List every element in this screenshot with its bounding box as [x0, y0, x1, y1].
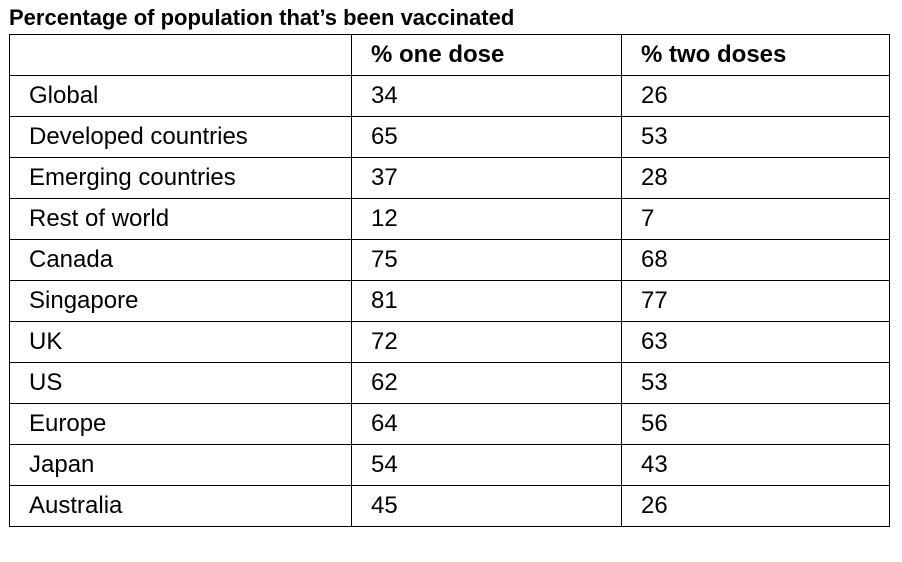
table-row	[10, 486, 890, 527]
region-cell: Canada	[10, 240, 352, 281]
table-row	[10, 158, 890, 199]
two-doses-cell: 56	[622, 404, 890, 445]
region-cell: Developed countries	[10, 117, 352, 158]
region-cell: Europe	[10, 404, 352, 445]
two-doses-cell: 43	[622, 445, 890, 486]
header-two-doses: % two doses	[622, 35, 890, 76]
vaccination-table	[9, 34, 890, 527]
two-doses-cell: 53	[622, 117, 890, 158]
region-cell: US	[10, 363, 352, 404]
region-cell: Australia	[10, 486, 352, 527]
region-cell: Global	[10, 76, 352, 117]
table-row	[10, 117, 890, 158]
two-doses-cell: 77	[622, 281, 890, 322]
table-title: Percentage of population that’s been vaccinated	[9, 5, 515, 30]
two-doses-cell: 7	[622, 199, 890, 240]
region-cell: Emerging countries	[10, 158, 352, 199]
two-doses-cell: 28	[622, 158, 890, 199]
two-doses-cell: 26	[622, 76, 890, 117]
region-cell: Singapore	[10, 281, 352, 322]
one-dose-cell: 54	[352, 445, 622, 486]
one-dose-cell: 72	[352, 322, 622, 363]
one-dose-cell: 12	[352, 199, 622, 240]
one-dose-cell: 64	[352, 404, 622, 445]
one-dose-cell: 62	[352, 363, 622, 404]
table-body	[10, 76, 890, 527]
header-region	[10, 35, 352, 76]
region-cell: UK	[10, 322, 352, 363]
table-row	[10, 404, 890, 445]
region-cell: Rest of world	[10, 199, 352, 240]
header-one-dose: % one dose	[352, 35, 622, 76]
table-row	[10, 445, 890, 486]
table-row	[10, 240, 890, 281]
table-header-row	[10, 35, 890, 76]
two-doses-cell: 26	[622, 486, 890, 527]
table-row	[10, 76, 890, 117]
two-doses-cell: 68	[622, 240, 890, 281]
one-dose-cell: 65	[352, 117, 622, 158]
one-dose-cell: 75	[352, 240, 622, 281]
one-dose-cell: 81	[352, 281, 622, 322]
two-doses-cell: 63	[622, 322, 890, 363]
one-dose-cell: 34	[352, 76, 622, 117]
region-cell: Japan	[10, 445, 352, 486]
table-row	[10, 363, 890, 404]
table-row	[10, 281, 890, 322]
table-row	[10, 322, 890, 363]
one-dose-cell: 45	[352, 486, 622, 527]
table-row	[10, 199, 890, 240]
one-dose-cell: 37	[352, 158, 622, 199]
two-doses-cell: 53	[622, 363, 890, 404]
